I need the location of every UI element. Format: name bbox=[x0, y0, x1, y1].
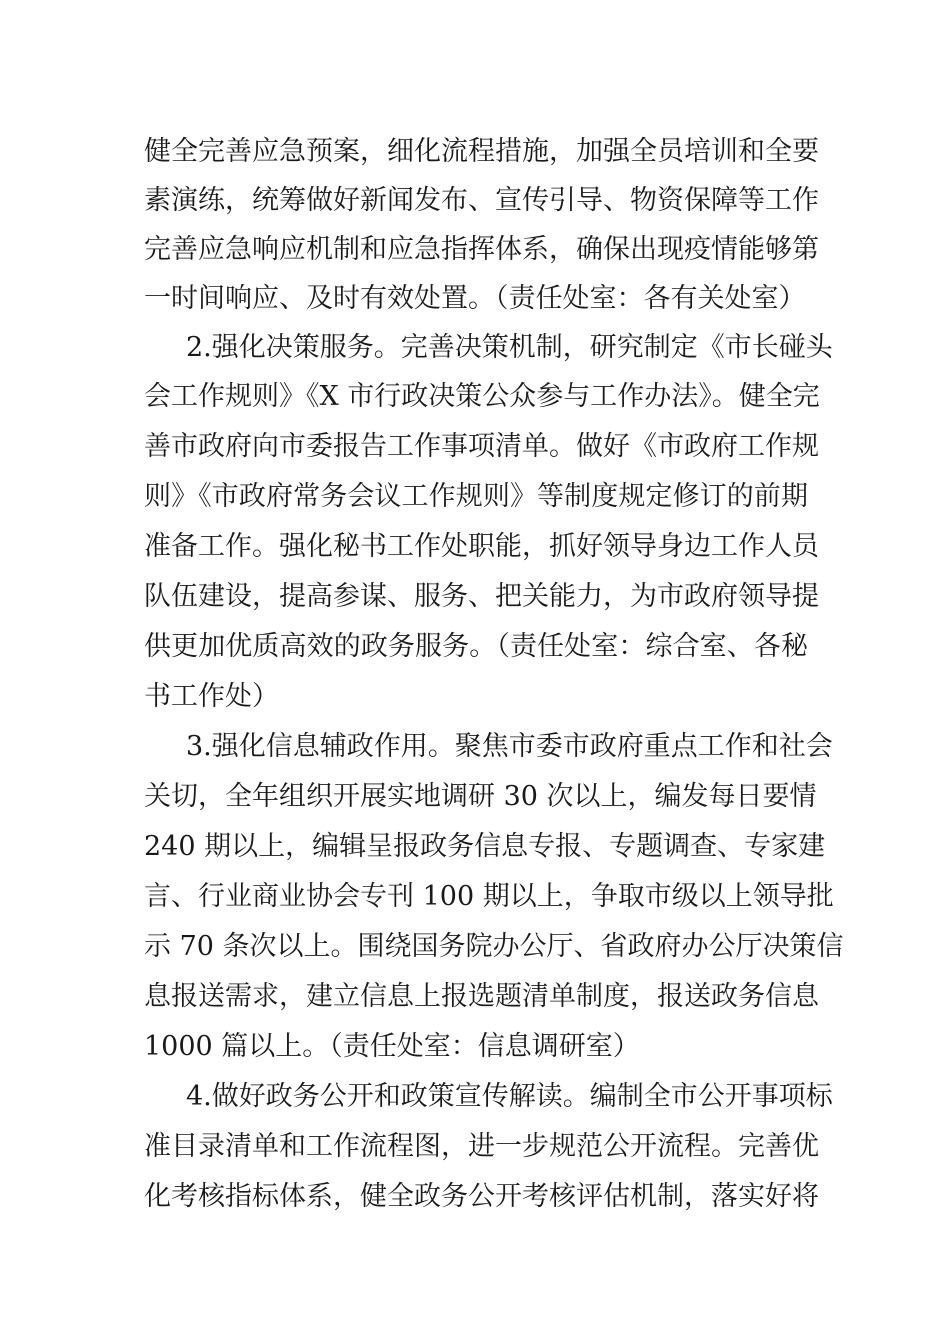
paragraph-heading-line: 2.强化决策服务。完善决策机制，研究制定《市长碰头 bbox=[186, 332, 833, 363]
text-line: 化考核指标体系，健全政务公开考核评估机制，落实好将 bbox=[144, 1181, 819, 1212]
text-line: 队伍建设，提高参谋、服务、把关能力，为市政府领导提 bbox=[144, 581, 819, 612]
text-line: 则》《市政府常务会议工作规则》等制度规定修订的前期 bbox=[144, 481, 808, 512]
text-line: 示 70 条次以上。围绕国务院办公厅、省政府办公厅决策信 bbox=[144, 931, 844, 962]
text-line: 240 期以上，编辑呈报政务信息专报、专题调查、专家建 bbox=[144, 831, 826, 862]
text-line: 息报送需求，建立信息上报选题清单制度，报送政务信息 bbox=[144, 981, 819, 1012]
text-line: 书工作处） bbox=[144, 681, 279, 712]
paragraph-heading-line: 3.强化信息辅政作用。聚焦市委市政府重点工作和社会 bbox=[186, 731, 833, 762]
text-line: 素演练，统筹做好新闻发布、宣传引导、物资保障等工作 bbox=[144, 185, 819, 216]
text-line: 关切，全年组织开展实地调研 30 次以上，编发每日要情 bbox=[144, 781, 817, 812]
text-line: 准备工作。强化秘书工作处职能，抓好领导身边工作人员 bbox=[144, 531, 819, 562]
text-line: 言、行业商业协会专刊 100 期以上，争取市级以上领导批 bbox=[144, 881, 834, 912]
text-line: 一时间响应、及时有效处置。（责任处室：各有关处室） bbox=[144, 283, 806, 314]
text-line: 完善应急响应机制和应急指挥体系，确保出现疫情能够第 bbox=[144, 234, 819, 265]
text-line: 供更加优质高效的政务服务。（责任处室：综合室、各秘 bbox=[144, 631, 808, 662]
text-line: 健全完善应急预案，细化流程措施，加强全员培训和全要 bbox=[144, 136, 819, 167]
text-line: 准目录清单和工作流程图，进一步规范公开流程。完善优 bbox=[144, 1131, 819, 1162]
text-line: 会工作规则》《X 市行政决策公众参与工作办法》。健全完 bbox=[144, 381, 820, 412]
paragraph-heading-line: 4.做好政务公开和政策宣传解读。编制全市公开事项标 bbox=[186, 1081, 833, 1112]
text-line: 1000 篇以上。（责任处室：信息调研室） bbox=[144, 1031, 640, 1062]
text-line: 善市政府向市委报告工作事项清单。做好《市政府工作规 bbox=[144, 431, 819, 462]
